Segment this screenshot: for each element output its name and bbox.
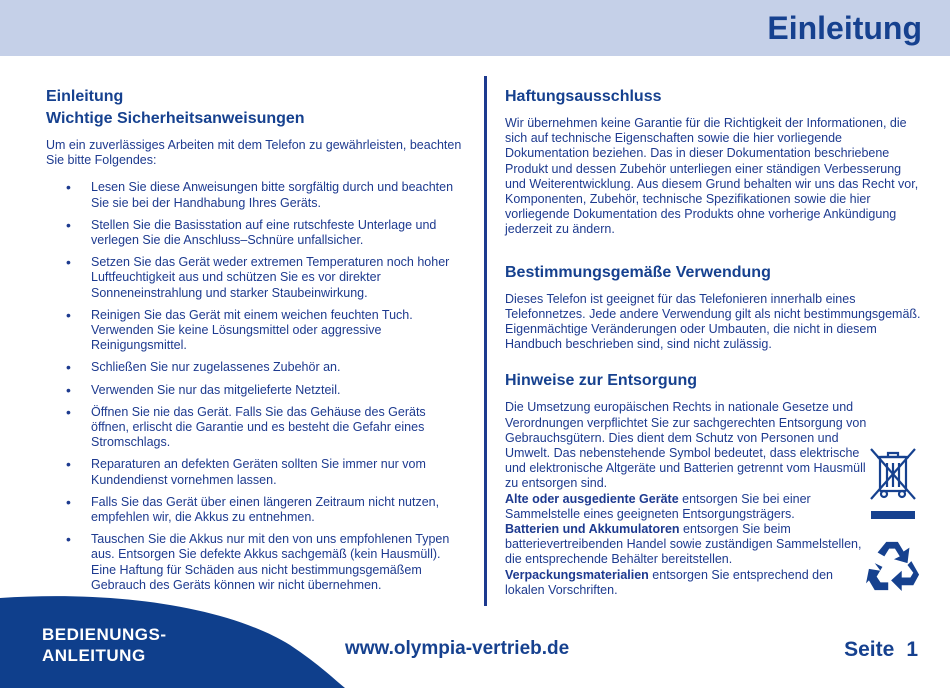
recycle-icon (865, 538, 923, 592)
footer-label-line2: ANLEITUNG (42, 646, 146, 665)
footer-label-line1: BEDIENUNGS- (42, 625, 167, 644)
safety-subheading: Wichtige Sicherheitsanweisungen (46, 110, 305, 127)
safety-item-text: Setzen Sie das Gerät weder extremen Temperaturen noch hoher Luftfeuchtigkeit aus und schützen Sie es vor direkter Sonneneinstrahlung und starker Staubeinwirkung. (91, 255, 450, 300)
intended-use-title: Bestimmungsgemäße Verwendung (505, 263, 771, 281)
safety-item-text: Schließen Sie nur zugelassenes Zubehör an. (91, 360, 341, 375)
page-label: Seite (844, 638, 895, 661)
disposal-intro: Die Umsetzung europäischen Rechts in nationale Gesetze und Verordnungen verpflichtet Sie zur sachgerechten Entsorgung von Gebrauchsgütern. Dies dient dem Schutz von Personen und Umwelt. Das nebenstehende Symbol bedeutet, dass elektrische und elektronische Altgeräte und Batterien getrennt vom Hausmüll zu entsorgen sind. (505, 400, 867, 491)
safety-intro: Um ein zuverlässiges Arbeiten mit dem Telefon zu gewährleisten, beachten Sie bitte Folgendes: (46, 138, 462, 168)
batteries-bold: Batterien und Akkumulatoren (505, 522, 680, 537)
safety-item-text: Tauschen Sie die Akkus nur mit den von uns empfohlenen Typen aus. Entsorgen Sie defekte Akkus sachgemäß (kein Hausmüll). Eine Haftung für Schäden aus nicht bestimmungsgemäßem Gebrauch des Geräts können wir nicht übernehmen. (91, 532, 450, 592)
bullet-icon: • (66, 216, 71, 233)
safety-item-text: Reinigen Sie das Gerät mit einem weichen feuchten Tuch. Verwenden Sie keine Lösungsmittel oder aggressive Reinigungsmittel. (91, 307, 413, 353)
safety-list-item (46, 218, 466, 248)
safety-list-item (46, 405, 466, 451)
safety-item-text: Falls Sie das Gerät über einen längeren Zeitraum nicht nutzen, empfehlen wir, die Akkus zu entnehmen. (91, 494, 440, 525)
right-column (505, 86, 923, 598)
bullet-icon: • (66, 531, 71, 548)
safety-item-text: Reparaturen an defekten Geräten sollten Sie immer nur vom Kundendienst vornehmen lassen. (91, 457, 426, 487)
packaging-bold: Verpackungsmaterialien (505, 567, 649, 582)
footer (0, 590, 950, 688)
left-heading: Einleitung (46, 88, 124, 105)
safety-item-text: Stellen Sie die Basisstation auf eine rutschfeste Unterlage und verlegen Sie die Anschluss–Schnüre unfallsicher. (91, 217, 437, 248)
left-column (46, 86, 466, 600)
page-number: 1 (906, 638, 918, 661)
bullet-icon: • (66, 306, 71, 323)
safety-list-item (46, 383, 466, 398)
safety-list-item (46, 255, 466, 301)
safety-list-item (46, 308, 466, 354)
disposal-title: Hinweise zur Entsorgung (505, 372, 698, 390)
safety-item-text: Öffnen Sie nie das Gerät. Falls Sie das Gehäuse des Geräts öffnen, erlischt die Garantie und es besteht die Gefahr eines Stromschlags. (91, 404, 426, 450)
header-title: Einleitung (767, 10, 922, 46)
liability-text: Wir übernehmen keine Garantie für die Richtigkeit der Informationen, die sich auf technische Eigenschaften sowie die hier vorliegende Dokumentation beziehen. Das in dieser Dokumentation beschriebene Produkt und dessen Zubehör unterliegen einer ständigen Verbesserung und Weiterentwicklung. Aus diesem Grund behalten wir uns das Recht vor, Komponenten, Zubehör, technische Spezifikationen sowie die hier vorliegende Dokumentation des Produkts ohne vorherige Ankündigung jederzeit zu ändern. (505, 116, 919, 237)
old-devices-bold: Alte oder ausgediente Geräte (505, 491, 679, 506)
safety-list-item (46, 360, 466, 375)
header-band (0, 0, 950, 56)
bullet-icon: • (66, 381, 71, 398)
disposal-batteries (505, 522, 870, 568)
footer-manual-label (42, 624, 167, 666)
safety-item-text: Lesen Sie diese Anweisungen bitte sorgfältig durch und beachten Sie sie bei der Handhabung Ihres Geräts. (91, 180, 454, 210)
liability-title: Haftungsausschluss (505, 88, 662, 105)
packaging-text: entsorgen Sie entsprechend den lokalen Vorschriften. (505, 567, 833, 597)
old-devices-text: entsorgen Sie bei einer Sammelstelle eines geeigneten Entsorgungsträgers. (505, 491, 811, 521)
column-divider (484, 76, 487, 606)
disposal-section (505, 370, 923, 598)
safety-list (46, 180, 466, 593)
page-indicator (844, 638, 918, 662)
safety-list-item (46, 457, 466, 487)
safety-list-item (46, 495, 466, 525)
footer-website-link[interactable]: www.olympia-vertrieb.de (345, 638, 570, 659)
crossed-bin-icon (868, 445, 918, 525)
safety-item-text: Verwenden Sie nur das mitgelieferte Netzteil. (91, 382, 341, 397)
batteries-text: entsorgen Sie beim batterievertreibenden Handel sowie zuständigen Sammelstellen, die entsprechende Behälter bereitstellen. (505, 522, 862, 567)
bullet-icon: • (66, 456, 71, 473)
bullet-icon: • (66, 254, 71, 271)
disposal-old-devices (505, 492, 870, 522)
safety-list-item (46, 180, 466, 210)
bullet-icon: • (66, 179, 71, 196)
intended-use-text: Dieses Telefon ist geeignet für das Telefonieren innerhalb eines Telefonnetzes. Jede andere Verwendung gilt als nicht bestimmungsgemäß. Eigenmächtige Veränderungen oder Umbauten, die nicht in diesem Handbuch beschrieben sind, sind nicht zulässig. (505, 291, 921, 352)
bullet-icon: • (66, 359, 71, 376)
bullet-icon: • (66, 493, 71, 510)
safety-list-item (46, 532, 466, 593)
bullet-icon: • (66, 403, 71, 420)
